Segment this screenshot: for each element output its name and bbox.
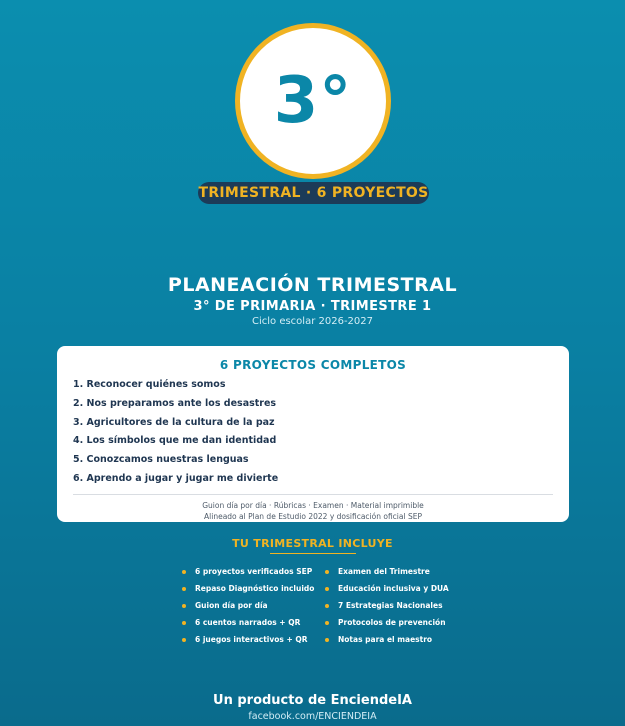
includes-list-right	[325, 564, 449, 648]
facebook-link[interactable]: facebook.com/ENCIENDEIA	[248, 711, 377, 722]
project-item: 1. Reconocer quiénes somos	[73, 379, 226, 390]
project-item: 3. Agricultores de la cultura de la paz	[73, 416, 275, 428]
bullet-icon	[182, 604, 186, 608]
bullet-icon	[182, 621, 186, 625]
project-item: 6. Aprendo a jugar y jugar me divierte	[73, 472, 279, 484]
project-item: 5. Conozcamos nuestras lenguas	[73, 454, 249, 466]
include-item: 6 juegos interactivos + QR	[182, 631, 314, 648]
bullet-icon	[182, 638, 186, 642]
projects-card-title: 6 PROYECTOS COMPLETOS	[219, 358, 407, 372]
include-item: 6 proyectos verificados SEP	[182, 564, 314, 581]
brand-line: Un producto de EnciendeIA	[213, 693, 412, 708]
include-item: Examen del Trimestre	[325, 564, 449, 581]
includes-title: TU TRIMESTRAL INCLUYE	[232, 537, 393, 550]
include-item: 6 cuentos narrados + QR	[182, 614, 314, 631]
page-subtitle: 3° DE PRIMARIA · TRIMESTRE 1	[193, 299, 432, 314]
project-item: 2. Nos preparamos ante los desastres	[73, 397, 277, 409]
projects-list	[73, 379, 278, 492]
include-item: Notas para el maestro	[325, 631, 449, 648]
bullet-icon	[182, 587, 186, 591]
bullet-icon	[182, 570, 186, 574]
include-item: Protocolos de prevención	[325, 614, 449, 631]
card-divider	[73, 494, 553, 495]
include-item: 7 Estrategias Nacionales	[325, 598, 449, 615]
page-title: PLANEACIÓN TRIMESTRAL	[167, 274, 458, 296]
trimester-pill: TRIMESTRAL · 6 PROYECTOS	[198, 182, 429, 204]
card-alignment-note: Alineado al Plan de Estudio 2022 y dosificación oficial SEP	[204, 512, 422, 521]
project-item: 4. Los símbolos que me dan identidad	[73, 435, 277, 447]
include-item: Educación inclusiva y DUA	[325, 581, 449, 598]
bullet-icon	[325, 587, 329, 591]
bullet-icon	[325, 621, 329, 625]
school-cycle: Ciclo escolar 2026-2027	[251, 316, 373, 327]
include-item: Guion día por día	[182, 598, 314, 615]
includes-underline	[270, 553, 356, 554]
grade-label: 3°	[273, 64, 353, 138]
card-features-note: Guion día por día · Rúbricas · Examen · Material imprimible	[202, 501, 424, 510]
projects-card	[57, 346, 569, 522]
includes-list-left	[182, 564, 314, 648]
bullet-icon	[325, 638, 329, 642]
bullet-icon	[325, 604, 329, 608]
bullet-icon	[325, 570, 329, 574]
grade-badge	[235, 23, 391, 179]
include-item: Repaso Diagnóstico incluido	[182, 581, 314, 598]
